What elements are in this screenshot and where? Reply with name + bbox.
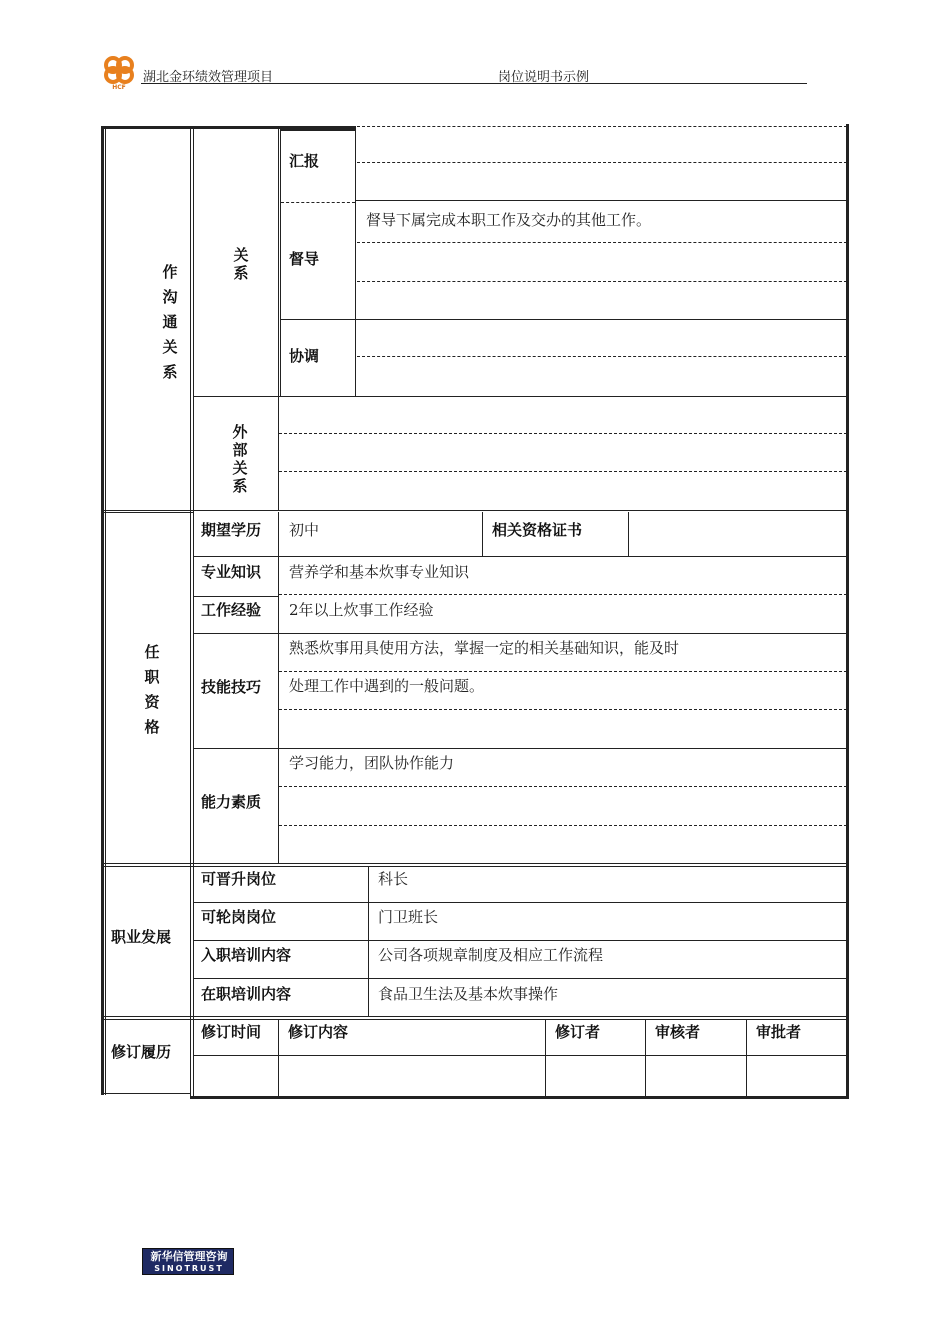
onjob-training-label: 在职培训内容 [201, 985, 292, 1003]
onjob-training-value: 食品卫生法及基本炊事操作 [378, 985, 559, 1003]
revision-col-content: 修订内容 [288, 1023, 349, 1041]
promotion-label: 可晋升岗位 [201, 870, 277, 888]
supervise-label: 督导 [289, 250, 320, 268]
revision-col-author: 修订者 [555, 1023, 601, 1041]
onboarding-training-label: 入职培训内容 [201, 946, 292, 964]
logo-text: HCF [112, 84, 126, 90]
revision-section-label: 修订履历 [111, 1043, 172, 1061]
career-section-label: 职业发展 [111, 928, 172, 946]
experience-value: 2年以上炊事工作经验 [289, 601, 434, 619]
revision-col-date: 修订时间 [201, 1023, 262, 1041]
rotation-value: 门卫班长 [378, 908, 439, 926]
skills-line-2: 处理工作中遇到的一般问题。 [289, 677, 485, 695]
internal-relations-label: 关系 [233, 246, 249, 282]
ability-value: 学习能力，团队协作能力 [289, 754, 455, 772]
certificate-label: 相关资格证书 [492, 521, 583, 539]
qualification-section-label: 任职资格 [144, 643, 160, 736]
coordinate-label: 协调 [289, 347, 320, 365]
supervise-text: 督导下属完成本职工作及交办的其他工作。 [366, 211, 652, 229]
education-value: 初中 [289, 521, 320, 539]
experience-label: 工作经验 [201, 601, 262, 619]
report-label: 汇报 [289, 152, 320, 170]
promotion-value: 科长 [378, 870, 409, 888]
company-logo [100, 54, 138, 90]
consultancy-logo-brand: SINOTRUST [154, 1264, 224, 1273]
education-label: 期望学历 [201, 521, 262, 539]
comm-section-label: 作沟通关系 [162, 263, 178, 381]
rotation-label: 可轮岗岗位 [201, 908, 277, 926]
skills-label: 技能技巧 [201, 678, 262, 696]
skills-line-1: 熟悉炊事用具使用方法，掌握一定的相关基础知识，能及时 [289, 639, 680, 657]
revision-col-reviewer: 审核者 [655, 1023, 701, 1041]
header-project-title: 湖北金环绩效管理项目 [143, 70, 274, 85]
ability-label: 能力素质 [201, 793, 262, 811]
consultancy-logo [142, 1248, 234, 1275]
knowledge-label: 专业知识 [201, 563, 262, 581]
header-rule [141, 83, 807, 84]
consultancy-logo-name: 新华信管理咨询 [150, 1250, 228, 1263]
external-relations-label: 外部关系 [232, 423, 248, 495]
revision-col-approver: 审批者 [756, 1023, 802, 1041]
onboarding-training-value: 公司各项规章制度及相应工作流程 [378, 946, 604, 964]
header-doc-title: 岗位说明书示例 [498, 70, 590, 85]
knowledge-value: 营养学和基本炊事专业知识 [289, 563, 470, 581]
